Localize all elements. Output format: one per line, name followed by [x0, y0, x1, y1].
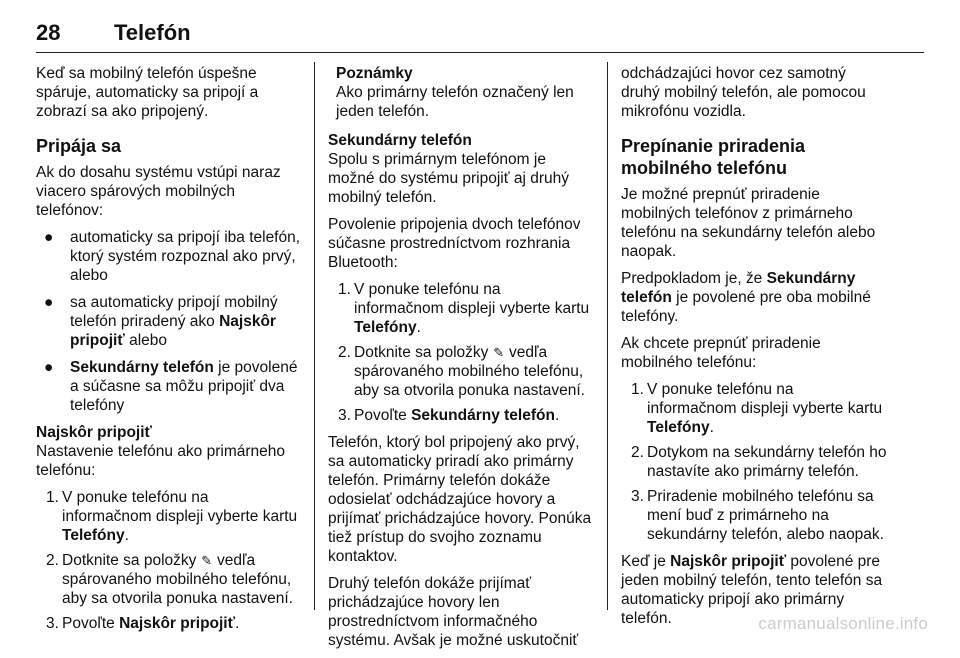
column-2	[328, 64, 594, 658]
bullet-icon: ●	[44, 294, 54, 311]
list-item-text: automaticky sa pripojí iba telefón, ktorý systém rozpoznal ako prvý, alebo	[70, 229, 301, 284]
section-heading: Pripája sa	[36, 136, 122, 156]
watermark: carmanualsonline.info	[758, 614, 928, 633]
step-text: Povoľte	[354, 407, 412, 424]
chapter-title: Telefón	[114, 20, 191, 45]
paragraph: Ak chcete prepnúť priradenie mobilného telefónu:	[621, 335, 821, 371]
header-rule	[36, 52, 924, 53]
list-item-text: sa automaticky pripojí mobilný telefón priradený ako	[70, 294, 278, 330]
step-number: 3.	[631, 488, 644, 505]
step-text: .	[554, 407, 560, 424]
step-item	[36, 614, 302, 633]
step-number: 3.	[338, 407, 351, 424]
step-number: 1.	[631, 381, 644, 398]
sub-heading: Sekundárny telefón	[328, 132, 472, 149]
intro-paragraph: Keď sa mobilný telefón úspešne spáruje, automaticky sa pripojí a zobrazí sa ako pripojený.	[36, 65, 259, 120]
step-number: 2.	[338, 344, 351, 361]
column-divider	[607, 62, 608, 610]
note-box	[336, 64, 594, 121]
paragraph-text: Keď je	[621, 553, 671, 570]
page-number: 28	[36, 20, 61, 45]
column-divider	[314, 62, 315, 610]
section-heading: Prepínanie priradenia mobilného telefónu	[621, 136, 806, 178]
step-bold: Najskôr pripojiť	[119, 615, 236, 632]
step-bold: Telefóny	[647, 419, 710, 436]
step-text: .	[124, 527, 129, 544]
paragraph: Nastavenie telefónu ako primárneho telefónu:	[36, 443, 286, 479]
step-list	[36, 488, 302, 633]
step-number: 1.	[338, 281, 351, 298]
bullet-list	[36, 228, 302, 415]
step-text: vedľa spárovaného mobilného telefónu, aby sa otvorila ponuka nastavení.	[62, 552, 293, 607]
step-item	[36, 488, 302, 545]
paragraph: Povolenie pripojenia dvoch telefónov súčasne prostredníctvom rozhrania Bluetooth:	[328, 216, 581, 271]
step-text: vedľa spárovaného mobilného telefónu, aby sa otvorila ponuka nastavení.	[354, 344, 585, 399]
step-text: Povoľte	[62, 615, 120, 632]
list-item-bold: Najskôr pripojiť	[70, 313, 276, 349]
step-item	[36, 551, 302, 608]
paragraph-text: je povolené pre oba mobilné telefóny.	[621, 289, 871, 325]
list-item-text: je povolené a súčasne sa môžu pripojiť dva telefóny	[70, 359, 298, 414]
step-bold: Telefóny	[62, 527, 125, 544]
step-item	[328, 343, 594, 400]
step-item	[621, 380, 887, 437]
step-number: 1.	[46, 489, 59, 506]
list-item	[36, 293, 302, 350]
note-text: Ako primárny telefón označený len jeden telefón.	[336, 84, 574, 120]
step-text: Dotknite sa položky	[354, 344, 493, 361]
step-text: .	[416, 319, 421, 336]
paragraph-text: Predpokladom je, že	[621, 270, 767, 287]
pencil-icon: ✎	[493, 345, 505, 360]
paragraph: odchádzajúci hovor cez samotný druhý mobilný telefón, ale pomocou mikrofónu vozidla.	[621, 65, 866, 120]
step-text: .	[235, 615, 240, 632]
note-title: Poznámky	[336, 65, 413, 82]
list-item	[36, 358, 302, 415]
paragraph: Telefón, ktorý bol pripojený ako prvý, sa automaticky priradí ako primárny telefón. Primárny telefón dokáže odosielať odchádzajúce hovory a prijímať prichádzajúce hovory. Ponúka tiež prístup do svojho zoznamu kontaktov.	[328, 434, 592, 565]
step-bold: Telefóny	[354, 319, 417, 336]
sub-heading: Najskôr pripojiť	[36, 424, 152, 441]
column-1	[36, 64, 302, 641]
step-item	[328, 406, 594, 425]
list-item-text: alebo	[124, 332, 168, 349]
bullet-icon: ●	[44, 229, 54, 246]
step-number: 2.	[46, 552, 59, 569]
step-text: Priradenie mobilného telefónu sa mení buď z primárneho na sekundárny telefón, alebo naopak.	[647, 488, 884, 543]
step-text: Dotykom na sekundárny telefón ho nastavíte ako primárny telefón.	[647, 444, 887, 480]
list-item	[36, 228, 302, 285]
column-3	[621, 64, 887, 636]
step-number: 3.	[46, 615, 59, 632]
paragraph: Je možné prepnúť priradenie mobilných telefónov z primárneho telefónu na sekundárny telefón alebo naopak.	[621, 186, 876, 260]
step-list	[328, 280, 594, 425]
step-item	[621, 443, 887, 481]
step-text: V ponuke telefónu na informačnom displeji vyberte kartu	[647, 381, 883, 417]
paragraph-text: povolené pre jeden mobilný telefón, tento telefón sa automaticky pripojí ako primárny telefón.	[621, 553, 883, 627]
paragraph: Spolu s primárnym telefónom je možné do systému pripojiť aj druhý mobilný telefón.	[328, 151, 570, 206]
bullet-icon: ●	[44, 359, 54, 376]
step-text: V ponuke telefónu na informačnom displeji vyberte kartu	[354, 281, 590, 317]
step-bold: Sekundárny telefón	[411, 407, 555, 424]
paragraph: Druhý telefón dokáže prijímať prichádzajúce hovory len prostredníctvom informačného systému. Avšak je možné uskutočniť	[328, 575, 579, 649]
paragraph-bold: Sekundárny telefón	[621, 270, 856, 306]
paragraph: Ak do dosahu systému vstúpi naraz viacero spárových mobilných telefónov:	[36, 164, 281, 219]
step-item	[621, 487, 887, 544]
step-item	[328, 280, 594, 337]
pencil-icon: ✎	[201, 553, 213, 568]
step-list	[621, 380, 887, 544]
step-text: V ponuke telefónu na informačnom displeji vyberte kartu	[62, 489, 298, 525]
paragraph	[621, 269, 887, 326]
step-text: .	[709, 419, 714, 436]
paragraph-bold: Najskôr pripojiť	[670, 553, 787, 570]
step-number: 2.	[631, 444, 644, 461]
step-text: Dotknite sa položky	[62, 552, 201, 569]
list-item-bold: Sekundárny telefón	[70, 359, 214, 376]
page-header	[36, 20, 924, 52]
